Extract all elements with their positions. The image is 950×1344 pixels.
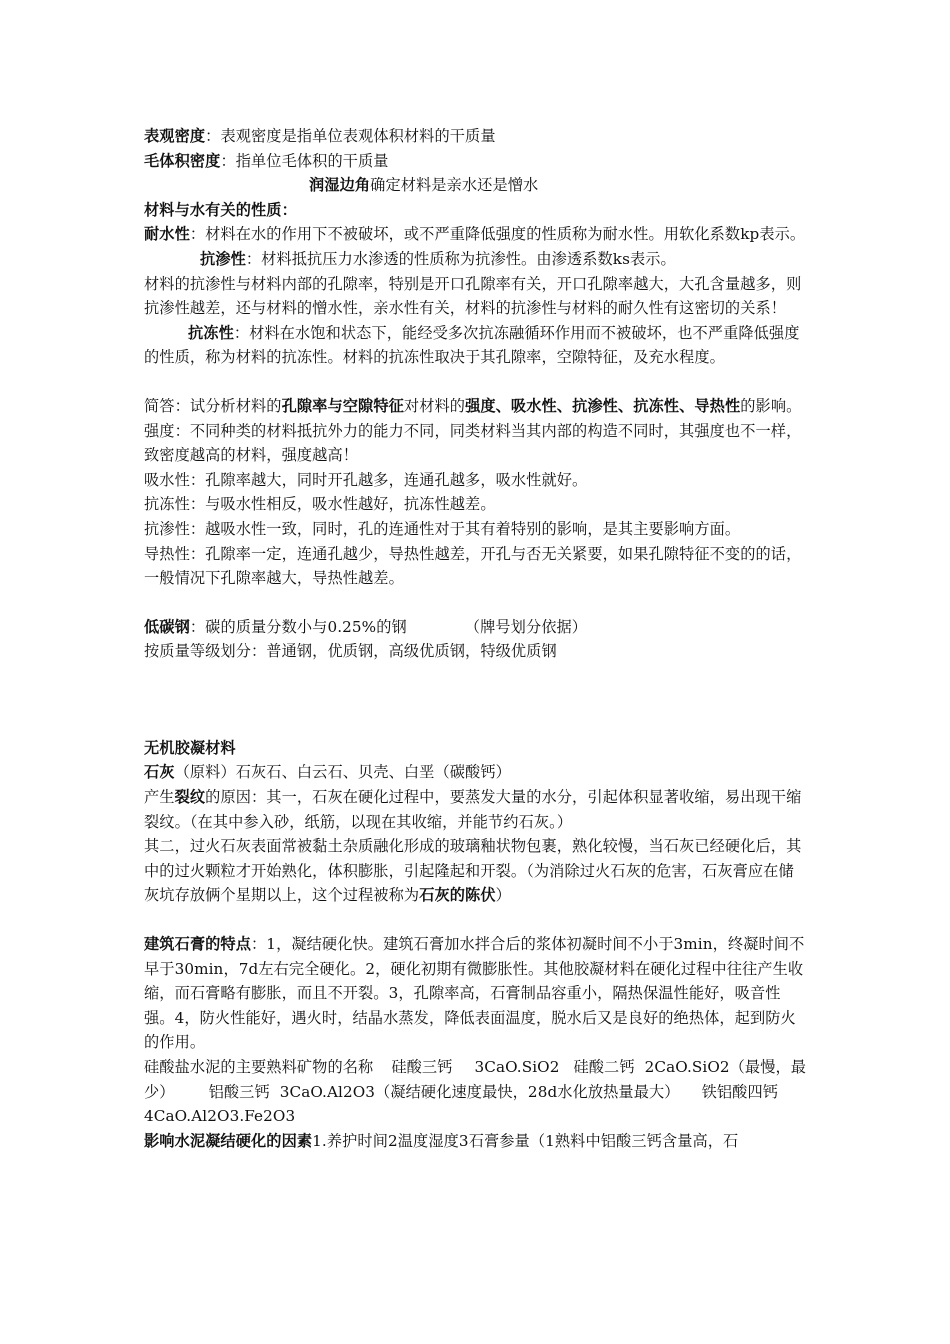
cement-clinker-minerals <box>144 1055 808 1129</box>
answer-impermeability: 抗渗性：越吸水性一致，同时，孔的连通性对于其有着特别的影响，是其主要影响方面。 <box>144 519 741 538</box>
term-bulk-density: 毛体积密度 <box>144 151 221 170</box>
water-resistance-paragraph <box>144 222 808 271</box>
answer-frost-resistance: 抗冻性：与吸水性相反，吸水性越好，抗冻性越差。 <box>144 495 496 514</box>
term-frost-resistance: 抗冻性 <box>188 323 234 342</box>
question-emphasis: 孔隙率与空隙特征 <box>281 396 404 415</box>
low-carbon-steel-def: ：碳的质量分数小与0.25%的钢 <box>189 617 407 636</box>
impermeability-def: ：材料抵抗压力水渗透的性质称为抗渗性。由渗透系数ks表示。 <box>245 249 676 268</box>
impermeability-frost-paragraph <box>144 272 808 370</box>
lime-raw-materials: （原料）石灰石、白云石、贝壳、白垩（碳酸钙） <box>174 763 511 782</box>
bulk-density-def: ：指单位毛体积的干质量 <box>220 151 389 170</box>
mineral-c2s-name: 硅酸二钙 <box>573 1058 635 1076</box>
frost-resistance-def: ：材料在水饱和状态下，能经受多次抗冻融循环作用而不被破坏，也不严重降低强度的性质，称为材料的抗冻性。材料的抗冻性取决于其孔隙率，空隙特征，及充水程度。 <box>144 323 800 367</box>
term-gypsum-features: 建筑石膏的特点 <box>144 935 252 954</box>
mineral-c4af-formula: 4CaO.Al2O3.Fe2O3 <box>144 1107 296 1126</box>
question-emphasis: 强度、吸水性、抗渗性、抗冻性、导热性 <box>465 396 741 415</box>
term-impermeability: 抗渗性 <box>200 249 246 268</box>
answer-water-absorption: 吸水性：孔隙率越大，同时开孔越多，连通孔越多，吸水性就好。 <box>144 470 588 489</box>
term-water-resistance: 耐水性 <box>144 225 190 244</box>
gypsum-features-paragraph <box>144 932 808 1055</box>
mineral-c2s-formula: 2CaO.SiO2（最慢，最少） <box>144 1058 807 1101</box>
bulk-density-line <box>144 149 808 174</box>
lime-cracking-paragraph <box>144 785 808 834</box>
clinker-intro: 硅酸盐水泥的主要熟料矿物的名称 <box>144 1058 374 1076</box>
lime-raw-materials-line <box>144 760 808 785</box>
mineral-c3s-formula: 3CaO.SiO2 <box>474 1058 560 1076</box>
mineral-c3s-name: 硅酸三钙 <box>391 1058 453 1076</box>
mineral-c3a-formula: 3CaO.Al2O3（凝结硬化速度最快，28d水化放热量最大） <box>279 1082 680 1101</box>
overburnt-lime-text: 其二，过火石灰表面常被黏土杂质融化形成的玻璃釉状物包裹，熟化较慢，当石灰已经硬化后，其中的过火颗粒才开始熟化，体积膨胀，引起隆起和开裂。（为消除过火石灰的危害，石灰膏应在储灰坑存放俩个星期以上，这个过程被称为 <box>144 837 802 905</box>
answer-strength: 强度：不同种类的材料抵抗外力的能力不同，同类材料当其内部的构造不同时，其强度也不一样，致密度越高的材料，强度越高！ <box>144 421 802 465</box>
gypsum-features-text: ：1，凝结硬化快。建筑石膏加水拌合后的浆体初凝时间不小于3min，终凝时间不早于30min，7d左右完全硬化。2，硬化初期有微膨胀性。其他胶凝材料在硬化过程中往往产生收缩，而石膏略有膨胀，而且不开裂。3，孔隙率高，石膏制品容重小，隔热保温性能好，吸音性强。4，防火性能好，遇火时，结晶水蒸发，降低表面温度，脱水后又是良好的绝热体，起到防火的作用。 <box>144 935 805 1052</box>
cement-setting-factors <box>144 1129 808 1154</box>
wetting-angle-line <box>144 173 808 198</box>
term-setting-factors: 影响水泥凝结硬化的因素 <box>144 1131 313 1150</box>
overburnt-lime-paragraph <box>144 834 808 908</box>
water-resistance-def: ：材料在水的作用下不被破坏，或不严重降低强度的性质称为耐水性。用软化系数kp表示。 <box>189 225 806 244</box>
lime-cracking-text: 产生 <box>144 788 175 807</box>
low-carbon-steel-note: （牌号划分依据） <box>464 617 588 636</box>
inorganic-binders-heading: 无机胶凝材料 <box>144 738 236 757</box>
overburnt-lime-text: ） <box>495 886 511 905</box>
mineral-c4af-name: 铁铝酸四钙 <box>701 1082 779 1101</box>
setting-factors-text: 1.养护时间2温度湿度3石膏参量（1熟料中铝酸三钙含量高，石 <box>312 1131 739 1150</box>
document-page <box>144 124 808 1153</box>
term-lime: 石灰 <box>144 763 175 782</box>
apparent-density-def: ：表观密度是指单位表观体积材料的干质量 <box>205 127 496 145</box>
term-wetting-angle: 润湿边角 <box>309 176 371 195</box>
term-cracking: 裂纹 <box>174 788 206 807</box>
lime-cracking-text: 的原因：其一，石灰在硬化过程中，要蒸发大量的水分，引起体积显著收缩，易出现干缩裂纹。（在其中参入砂，纸筋，以现在其收缩，并能节约石灰。） <box>144 788 802 831</box>
steel-quality-grades: 按质量等级划分：普通钢，优质钢，高级优质钢，特级优质钢 <box>144 642 557 661</box>
term-lime-aging: 石灰的陈伏 <box>419 886 496 905</box>
mineral-c3a-name: 铝酸三钙 <box>208 1082 270 1101</box>
water-properties-heading: 材料与水有关的性质： <box>144 200 297 219</box>
impermeability-detail: 材料的抗渗性与材料内部的孔隙率，特别是开口孔隙率有关，开口孔隙率越大，大孔含量越多，则抗渗性越差，还与材料的憎水性，亲水性有关，材料的抗渗性与材料的耐久性有这密切的关系！ <box>144 274 802 318</box>
apparent-density-line <box>144 124 808 149</box>
answer-thermal-conductivity: 导热性：孔隙率一定，连通孔越少，导热性越差，开孔与否无关紧要，如果孔隙特征不变的的话，一般情况下孔隙率越大，导热性越差。 <box>144 544 802 588</box>
term-apparent-density: 表观密度 <box>144 127 206 145</box>
term-low-carbon-steel: 低碳钢 <box>144 617 190 636</box>
short-answer-question <box>144 394 808 419</box>
low-carbon-steel-line <box>144 615 808 640</box>
wetting-angle-def: 确定材料是亲水还是憎水 <box>370 176 539 195</box>
question-part: 的影响。 <box>740 396 802 415</box>
question-part: 对材料的 <box>403 396 466 415</box>
question-part: 简答：试分析材料的 <box>144 396 282 415</box>
